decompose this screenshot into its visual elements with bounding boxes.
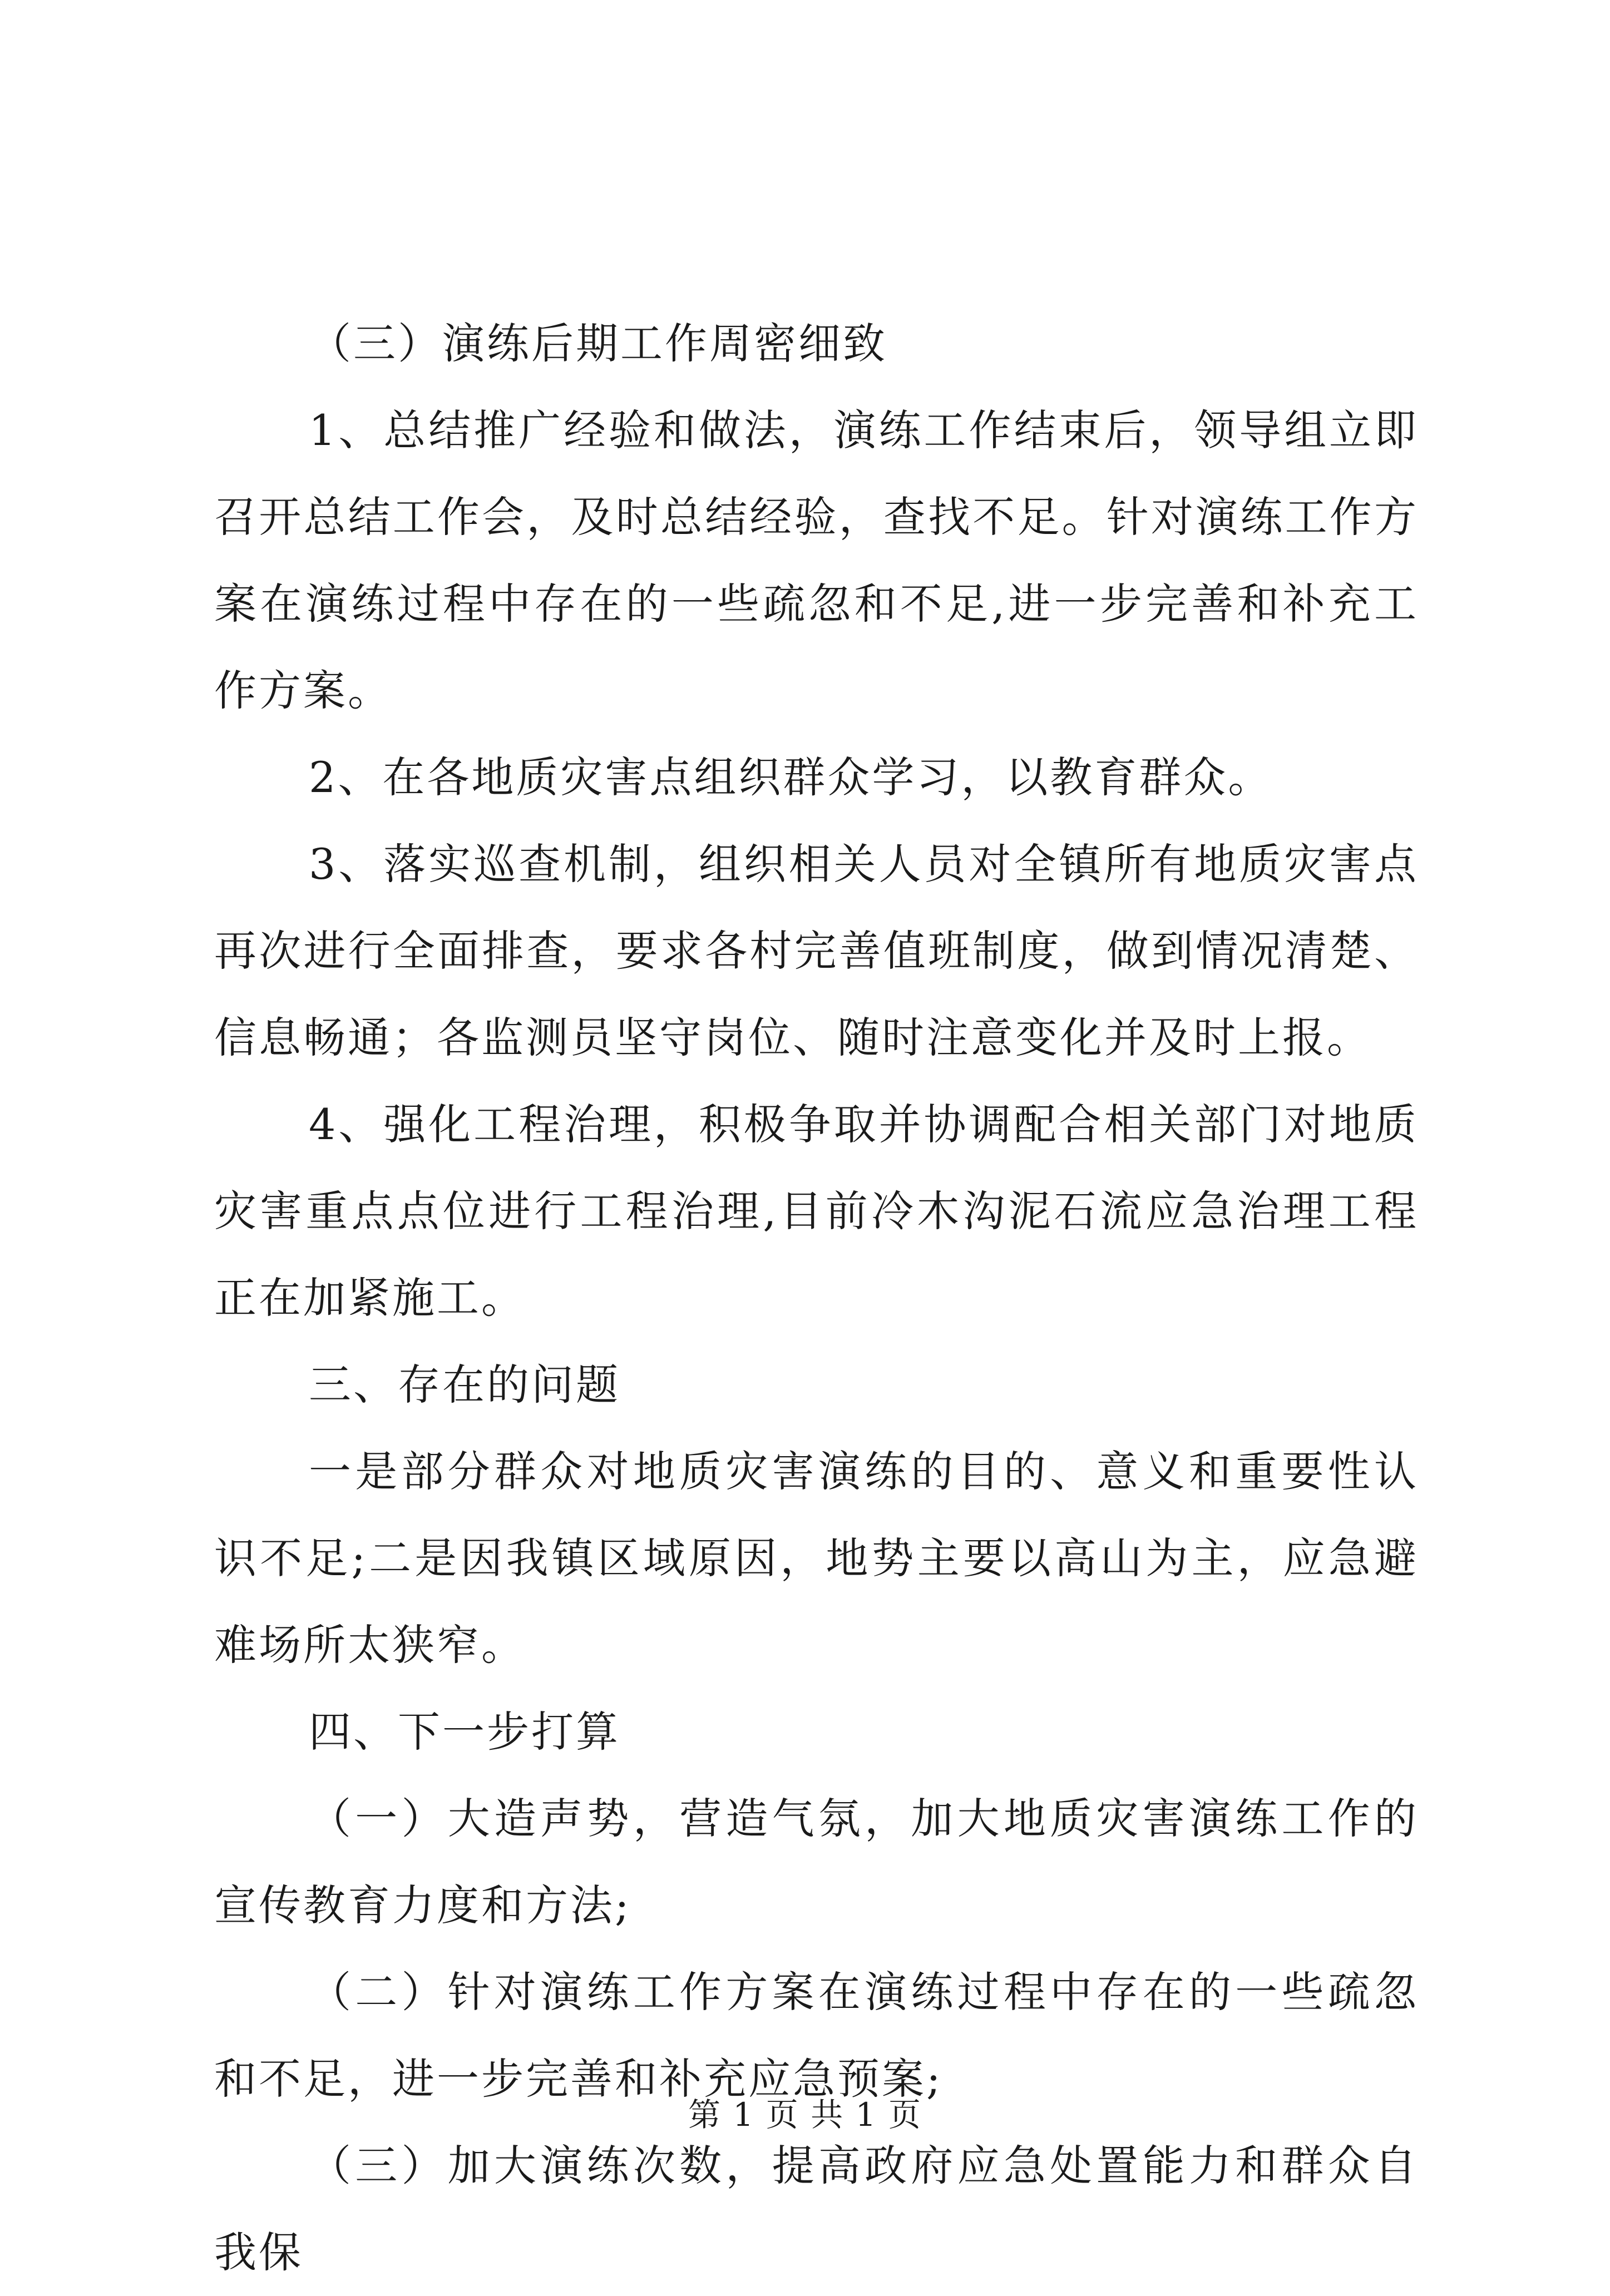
paragraph-next-step-1: （一）大造声势，营造气氛，加大地质灾害演练工作的宣传教育力度和方法; xyxy=(214,1794,1419,1930)
paragraph-item-4: 4、强化工程治理，积极争取并协调配合相关部门对地质灾害重点点位进行工程治理,目前冷木沟泥石流应急治理工程正在加紧施工。 xyxy=(214,1100,1419,1323)
subsection-heading-3: （三）演练后期工作周密细致 xyxy=(309,319,887,368)
section-heading-next-steps: 四、下一步打算 xyxy=(309,1707,620,1756)
paragraph-item-1: 1、总结推广经验和做法，演练工作结束后，领导组立即召开总结工作会，及时总结经验，查找不足。针对演练工作方案在演练过程中存在的一些疏忽和不足,进一步完善和补充工作方案。 xyxy=(214,405,1419,715)
paragraph-item-3: 3、落实巡查机制，组织相关人员对全镇所有地质灾害点再次进行全面排查，要求各村完善值班制度，做到情况清楚、信息畅通；各监测员坚守岗位、随时注意变化并及时上报。 xyxy=(214,839,1419,1062)
paragraph-next-step-3: （三）加大演练次数，提高政府应急处置能力和群众自我保 xyxy=(214,2141,1419,2277)
paragraph-item-2: 2、在各地质灾害点组织群众学习，以教育群众。 xyxy=(309,753,1273,802)
page-number-footer: 第 1 页 共 1 页 xyxy=(688,2096,922,2134)
section-heading-problems: 三、存在的问题 xyxy=(309,1360,620,1409)
paragraph-problems: 一是部分群众对地质灾害演练的目的、意义和重要性认识不足;二是因我镇区域原因，地势主要以高山为主，应急避难场所太狭窄。 xyxy=(214,1447,1419,1670)
document-body xyxy=(214,300,1419,2296)
paragraph-next-step-2: （二）针对演练工作方案在演练过程中存在的一些疏忽和不足，进一步完善和补充应急预案; xyxy=(214,1967,1419,2104)
